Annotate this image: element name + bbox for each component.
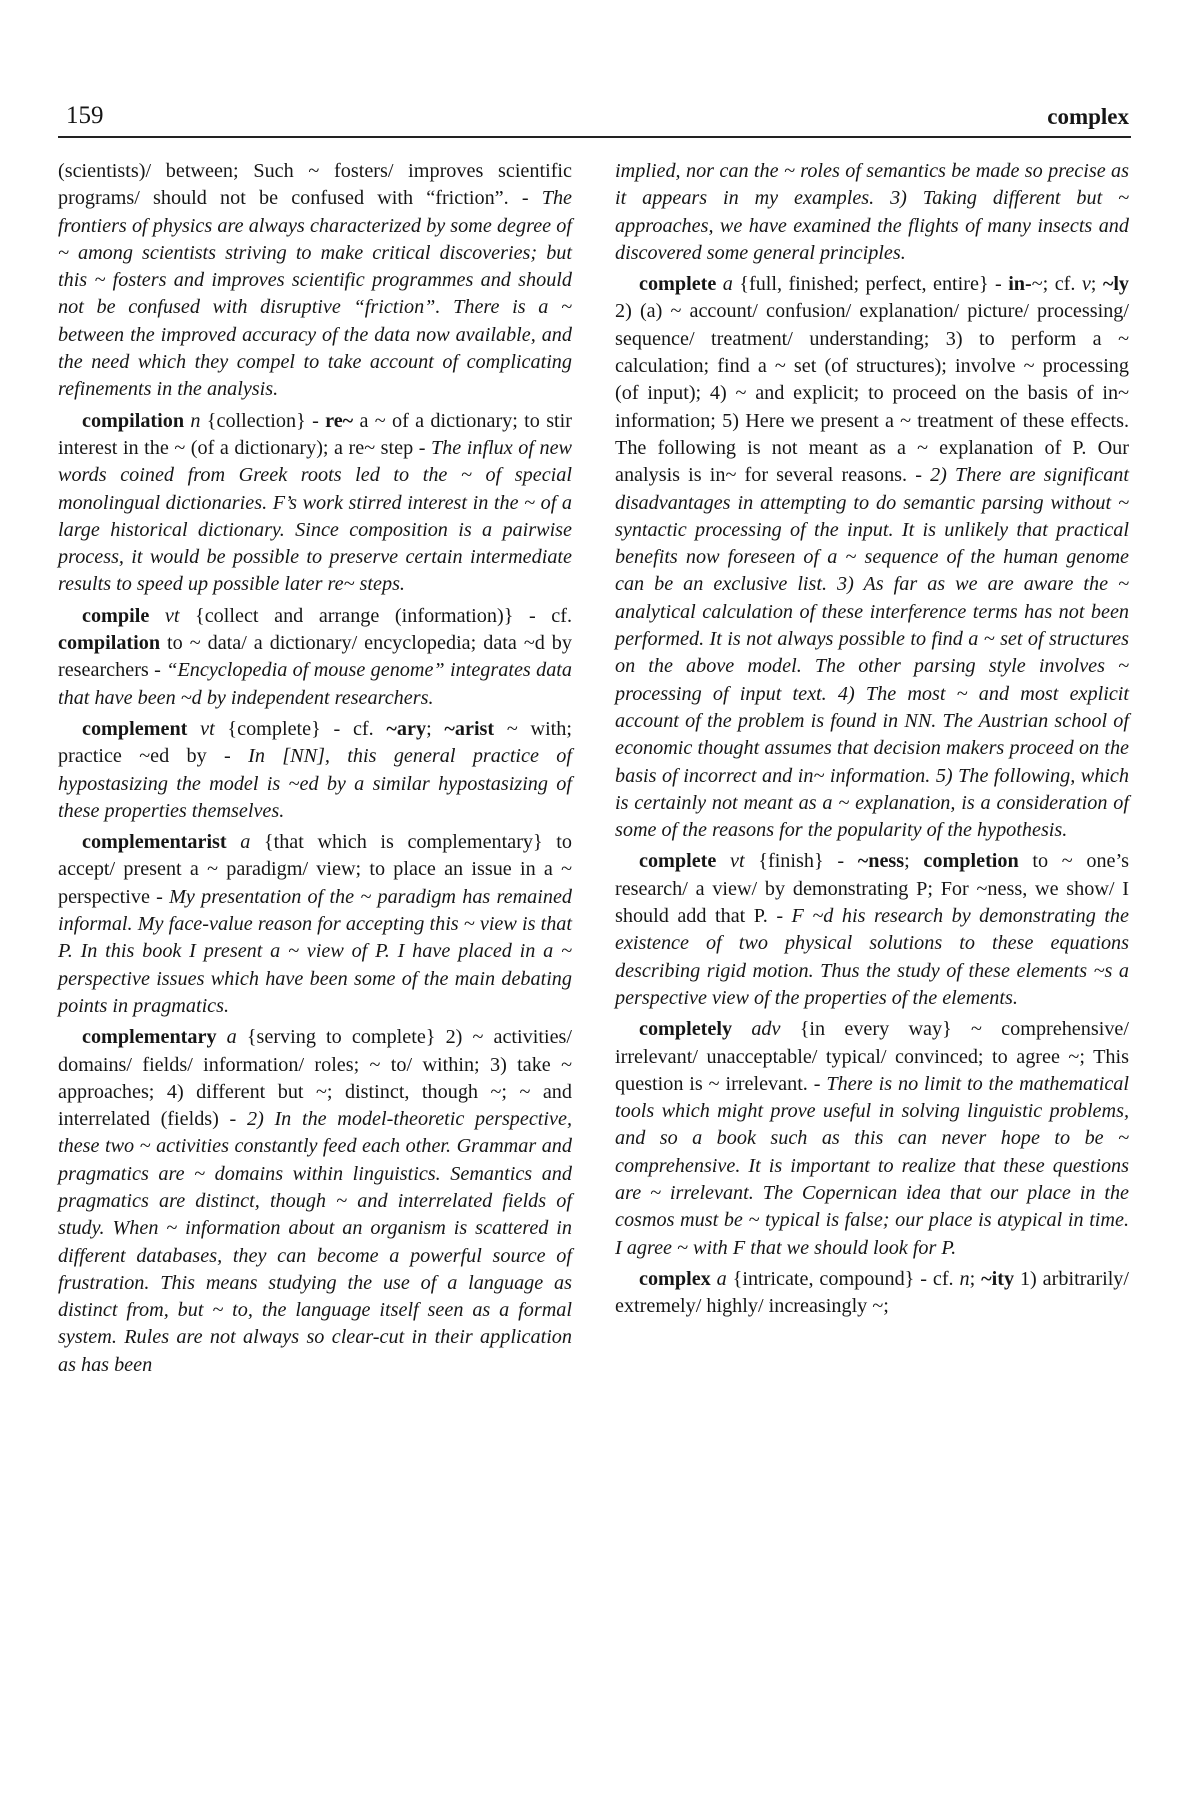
entry-text: ;	[1090, 273, 1103, 296]
entry-text: {that which is complementary} to accept/ present a ~ paradigm/ view; to place an issue in a ~ perspective -	[58, 831, 572, 908]
entry-text: ;	[904, 850, 924, 873]
entry-text	[187, 718, 200, 740]
example-text: a	[240, 831, 251, 854]
headword: complement	[82, 717, 188, 740]
entry-text: {finish} -	[744, 850, 858, 873]
page-number: 159	[66, 102, 104, 129]
headword: complete	[639, 850, 717, 873]
entry-text: {serving to complete} 2) ~ activities/ domains/ fields/ information/ roles; ~ to/ within; 3) take ~ approaches; 4) different but ~; distinct, though ~; ~ and interrelated (fields) -	[58, 1026, 572, 1131]
example-text: adv	[751, 1018, 781, 1041]
page-header	[58, 100, 1131, 138]
dictionary-entry-compilation	[58, 408, 572, 599]
derivative-form: re~	[325, 409, 354, 432]
example-text: “Encyclopedia of mouse genome” integrates data that have been ~d by independent researchers.	[58, 659, 573, 709]
entry-text: {in every way} ~ comprehensive/ irrelevant/ unacceptable/ typical/ convinced; to agree ~; This question is ~ irrelevant. -	[615, 1018, 1129, 1095]
example-text: vt	[200, 717, 215, 740]
running-head: complex	[1047, 104, 1129, 129]
entry-text	[227, 831, 241, 853]
dictionary-entry-compile	[58, 603, 572, 712]
entry-text: {full, finished; perfect, entire} -	[732, 273, 1009, 296]
dictionary-entry-complementary	[58, 1024, 572, 1379]
derivative-form: completion	[923, 850, 1019, 873]
entry-text: ~; cf.	[1031, 273, 1082, 296]
example-text: F ~d his research by demonstrating the existence of two physical solutions to these equations describing rigid motion. Thus the study of these elements ~s a perspective view of the properties of the elements.	[615, 905, 1129, 1009]
headword: complementary	[82, 1026, 217, 1049]
right-column	[615, 158, 1129, 1324]
entry-text: ;	[426, 717, 445, 740]
example-text: n	[190, 409, 201, 432]
entry-text: to ~ data/ a dictionary/ encyclopedia; data ~d by researchers -	[58, 632, 572, 682]
dictionary-entry-scientists-cont	[58, 158, 572, 404]
example-text: vt	[730, 850, 745, 873]
derivative-form: compilation	[58, 632, 161, 655]
entry-text: {collect and arrange (information)} - cf.	[179, 604, 572, 627]
entry-text: to ~ one’s research/ a view/ by demonstrating P; For ~ness, we show/ I should add that P. -	[615, 850, 1129, 928]
derivative-form: ~ity	[981, 1267, 1015, 1290]
left-column	[58, 158, 572, 1383]
headword: complete	[639, 273, 717, 296]
example-text: 2) There are significant disadvantages in attempting to do semantic parsing without ~ syntactic processing of the input. It is unlikely that practical benefits now foreseen of a ~ sequence of the human genome can be an exclusive list. 3) As far as we are aware the ~ analytical calculation of these interference terms has not been performed. It is not always possible to find a ~ set of structures on the above model. The other parsing style involves ~ processing of input text. 4) The most ~ and most explicit account of the problem is found in NN. The Austrian school of economic thought assumes that decision makers proceed on the basis of incorrect and in~ information. 5) The following, which is certainly not meant as a ~ explanation, is a consideration of some of the reasons for the popularity of the hypothesis.	[615, 464, 1130, 842]
derivative-form: in-	[1008, 273, 1032, 296]
example-text: In [NN], this general practice of hypostasizing the model is ~ed by a similar hypostasizing of these properties themselves.	[58, 745, 573, 822]
headword: complex	[639, 1267, 711, 1290]
example-text: vt	[164, 604, 180, 627]
derivative-form: ~ly	[1102, 273, 1130, 296]
entry-text: ~ with; practice ~ed by -	[58, 717, 572, 768]
example-text: n	[959, 1267, 970, 1290]
entry-text: 1) arbitrarily/ extremely/ highly/ increasingly ~;	[615, 1267, 1130, 1318]
dictionary-entry-complementarist	[58, 829, 572, 1020]
dictionary-entry-complementary-cont	[615, 158, 1129, 267]
entry-text: (scientists)/ between; Such ~ fosters/ improves scientific programs/ should not be confused with “friction”. -	[58, 160, 572, 210]
derivative-form: ~ary	[386, 717, 427, 740]
example-text: The influx of new words coined from Greek roots led to the ~ of special monolingual dictionaries. F’s work stirred interest in the ~ of a large historical dictionary. Since composition is a pairwise process, it would be possible to preserve certain intermediate results to speed up possible later re~ steps.	[58, 436, 572, 596]
example-text: a	[226, 1026, 237, 1049]
example-text: There is no limit to the mathematical tools which might prove useful in solving linguistic problems, and so a book such as this can never hope to be ~ comprehensive. It is important to realize that these questions are ~ irrelevant. The Copernican idea that our place in the cosmos must be ~ typical is false; our place is atypical in time. I agree ~ with F that we should look for P.	[615, 1072, 1129, 1259]
example-text: a	[722, 273, 733, 296]
headword: complementarist	[82, 831, 227, 854]
entry-text	[732, 1018, 751, 1040]
derivative-form: ~arist	[444, 717, 495, 740]
dictionary-entry-complement	[58, 716, 572, 825]
headword: compile	[82, 604, 150, 627]
entry-text: {intricate, compound} - cf.	[726, 1267, 960, 1290]
entry-text	[716, 850, 730, 872]
entry-text	[217, 1026, 227, 1048]
entry-text: ;	[969, 1267, 982, 1290]
entry-text	[149, 605, 165, 627]
example-text: implied, nor can the ~ roles of semantics be made so precise as it appears in my examples. 3) Taking different but ~ approaches, we have examined the flights of many insects and discovered some general principles.	[615, 160, 1129, 264]
example-text: v	[1081, 273, 1091, 296]
dictionary-entry-complex	[615, 1266, 1129, 1321]
derivative-form: ~ness	[857, 850, 905, 873]
example-text: The frontiers of physics are always characterized by some degree of ~ among scientists striving to make critical discoveries; but this ~ fosters and improves scientific programmes and should not be confused with disruptive “friction”. There is a ~ between the improved accuracy of the data now available, and the need which they compel to take account of complicating refinements in the analysis.	[58, 187, 572, 401]
dictionary-entry-complete-a	[615, 271, 1129, 844]
dictionary-entry-complete-vt	[615, 848, 1129, 1012]
example-text: a	[716, 1267, 727, 1290]
entry-text: {collection} -	[200, 409, 326, 432]
example-text: My presentation of the ~ paradigm has remained informal. My face-value reason for accepting this ~ view is that P. In this book I present a ~ view of P. I have placed in a ~ perspective issues which have been some of the main debating points in pragmatics.	[58, 885, 572, 1017]
example-text: 2) In the model-theoretic perspective, these two ~ activities constantly feed each other. Grammar and pragmatics are ~ domains within linguistics. Semantics and pragmatics are distinct, though ~ and interrelated fields of study. When ~ information about an organism is scattered in different databases, they can become a powerful source of frustration. This means studying the use of a language as distinct from, but ~ to, the language itself seen as a formal system. Rules are not always so clear-cut in their application as has been	[58, 1108, 572, 1376]
entry-text: {complete} - cf.	[214, 717, 387, 740]
headword: completely	[639, 1018, 733, 1041]
dictionary-entry-completely	[615, 1016, 1129, 1262]
entry-text: a ~ of a dictionary; to stir interest in the ~ (of a dictionary); a re~ step -	[58, 409, 572, 459]
entry-text: 2) (a) ~ account/ confusion/ explanation/ picture/ processing/ sequence/ treatment/ understanding; 3) to perform a ~ calculation; find a ~ set (of structures); involve ~ processing (of input); 4) ~ and explicit; to proceed on the basis of in~ information; 5) Here we present a ~ treatment of these effects. The following is not meant as a ~ explanation of P. Our analysis is in~ for several reasons. -	[615, 300, 1129, 487]
headword: compilation	[82, 409, 185, 432]
dictionary-page	[58, 100, 1131, 1790]
